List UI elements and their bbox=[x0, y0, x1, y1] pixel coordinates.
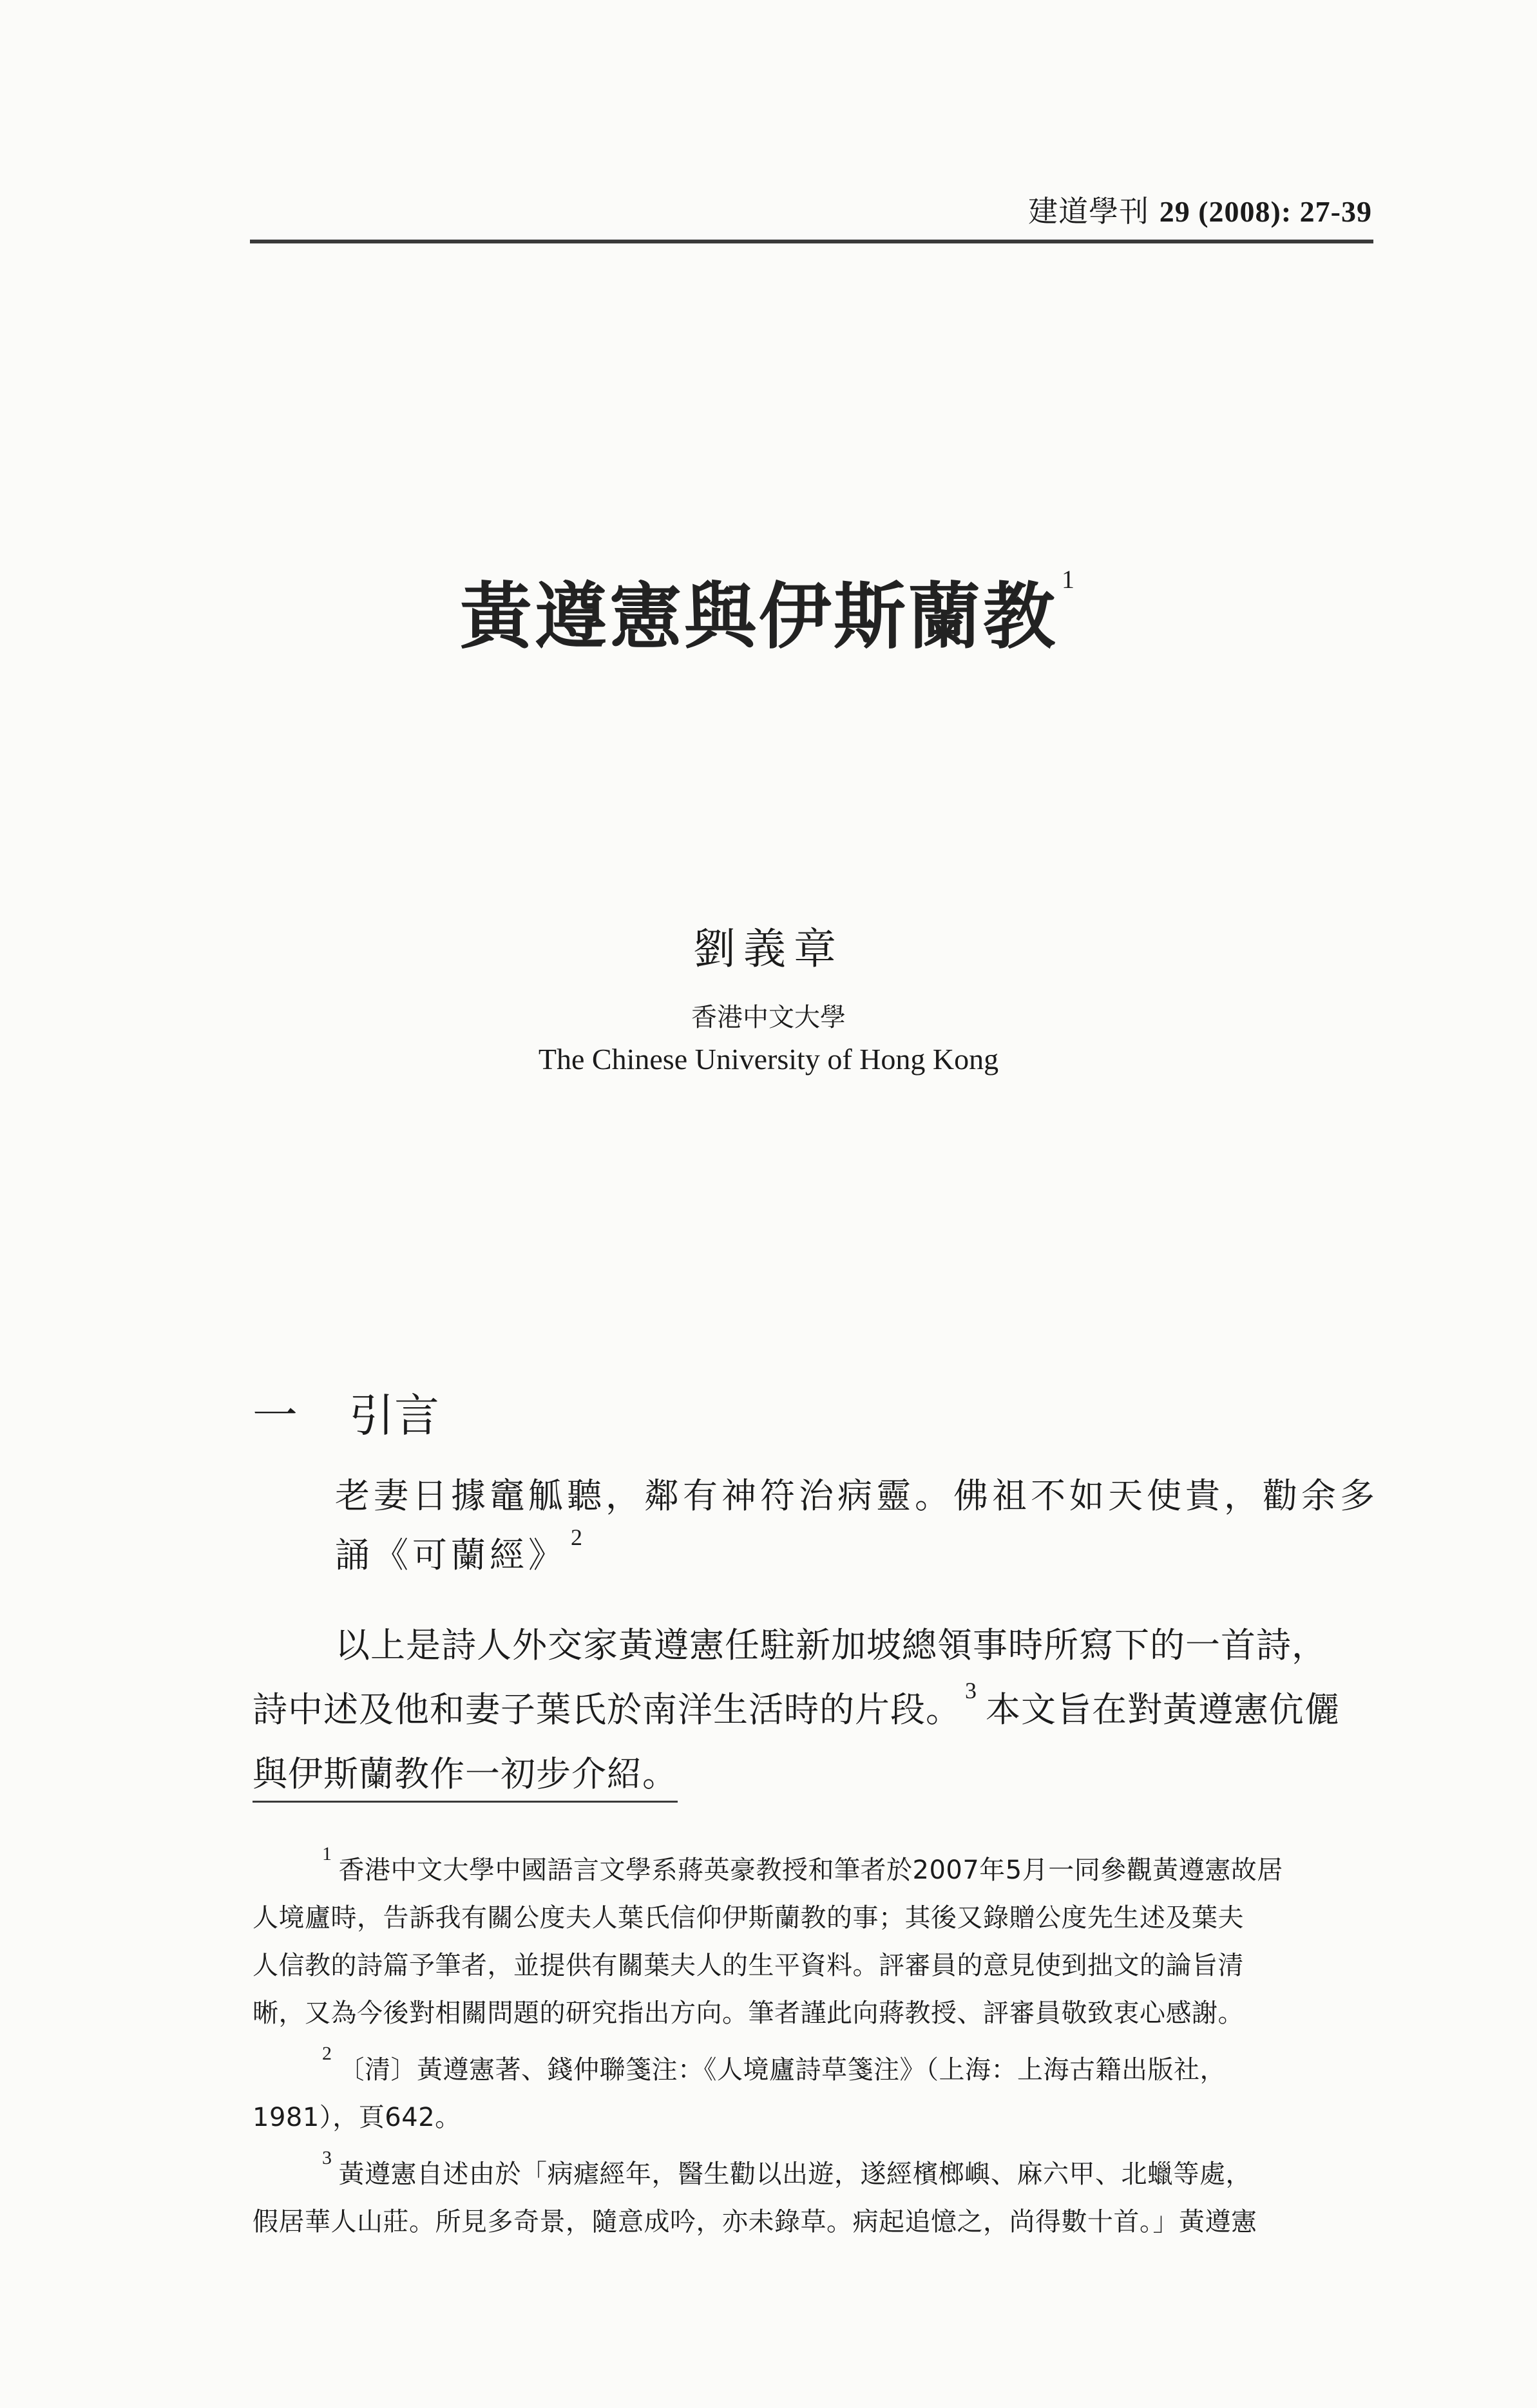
footnote-1 bbox=[322, 1843, 1283, 1886]
poem-footnote-ref[interactable]: 2 bbox=[571, 1524, 582, 1550]
body-line bbox=[253, 1678, 1340, 1732]
header-rule bbox=[250, 240, 1373, 243]
poem-line-text: 誦《可蘭經》 bbox=[335, 1535, 567, 1575]
affiliation-zh: 香港中文大學 bbox=[691, 1003, 846, 1032]
footnote-text: 晰，又為今後對相關問題的研究指出方向。筆者謹此向蔣教授、評審員敬致衷心感謝。 bbox=[253, 1998, 1244, 2028]
footnote-text: 香港中文大學中國語言文學系蔣英豪教授和筆者於2007年5月一同參觀黃遵憲故居 bbox=[338, 1855, 1283, 1885]
title-footnote-ref[interactable]: 1 bbox=[1062, 565, 1077, 594]
footnote-number: 3 bbox=[322, 2147, 332, 2168]
running-header bbox=[1028, 188, 1372, 231]
affiliation-en: The Chinese University of Hong Kong bbox=[538, 1043, 999, 1076]
footnote-3 bbox=[322, 2147, 1252, 2190]
footnote-text: 假居華人山莊。所見多奇景，隨意成吟，亦未錄草。病起追憶之，尚得數十首。」黃遵憲 bbox=[253, 2207, 1257, 2237]
journal-name: 建道學刊 bbox=[1028, 194, 1150, 229]
section-number: 一 bbox=[253, 1389, 298, 1442]
footnote-text: 1981），頁642。 bbox=[253, 2103, 461, 2132]
section-title: 引言 bbox=[349, 1389, 439, 1442]
article-title-text: 黃遵憲與伊斯蘭教 bbox=[460, 575, 1058, 659]
article-title bbox=[0, 559, 1537, 663]
body-text: 本文旨在對黃遵憲伉儷 bbox=[986, 1689, 1340, 1730]
footnote-number: 1 bbox=[322, 1843, 332, 1864]
body-text: 詩中述及他和妻子葉氏於南洋生活時的片段。 bbox=[253, 1689, 961, 1730]
section-heading bbox=[253, 1379, 439, 1445]
footnote-text: 〔清〕黃遵憲著、錢仲聯箋注：《人境廬詩草箋注》（上海：上海古籍出版社， bbox=[338, 2055, 1226, 2085]
footnote-text: 人境廬時，告訴我有關公度夫人葉氏信仰伊斯蘭教的事；其後又錄贈公度先生述及葉夫 bbox=[253, 1903, 1244, 1933]
poem-line bbox=[335, 1524, 582, 1577]
body-line bbox=[253, 1747, 678, 1796]
footnote-2 bbox=[322, 2043, 1226, 2086]
body-line: 以上是詩人外交家黃遵憲任駐新加坡總領事時所寫下的一首詩， bbox=[335, 1625, 1327, 1665]
body-text: 與伊斯蘭教作一初步介紹。 bbox=[253, 1754, 678, 1803]
journal-citation: 29 (2008): 27-39 bbox=[1159, 195, 1372, 228]
poem-line: 老妻日據竈觚聽，鄰有神符治病靈。佛祖不如天使貴，勸余多 bbox=[335, 1475, 1379, 1516]
body-footnote-ref[interactable]: 3 bbox=[965, 1678, 977, 1703]
author-name: 劉義章 bbox=[693, 924, 844, 974]
footnote-number: 2 bbox=[322, 2043, 332, 2064]
footnote-text: 人信教的詩篇予筆者，並提供有關葉夫人的生平資料。評審員的意見使到拙文的論旨清 bbox=[253, 1951, 1244, 1980]
footnote-text: 黃遵憲自述由於「病瘧經年，醫生勸以出遊，遂經檳榔嶼、麻六甲、北蠟等處， bbox=[338, 2159, 1252, 2189]
